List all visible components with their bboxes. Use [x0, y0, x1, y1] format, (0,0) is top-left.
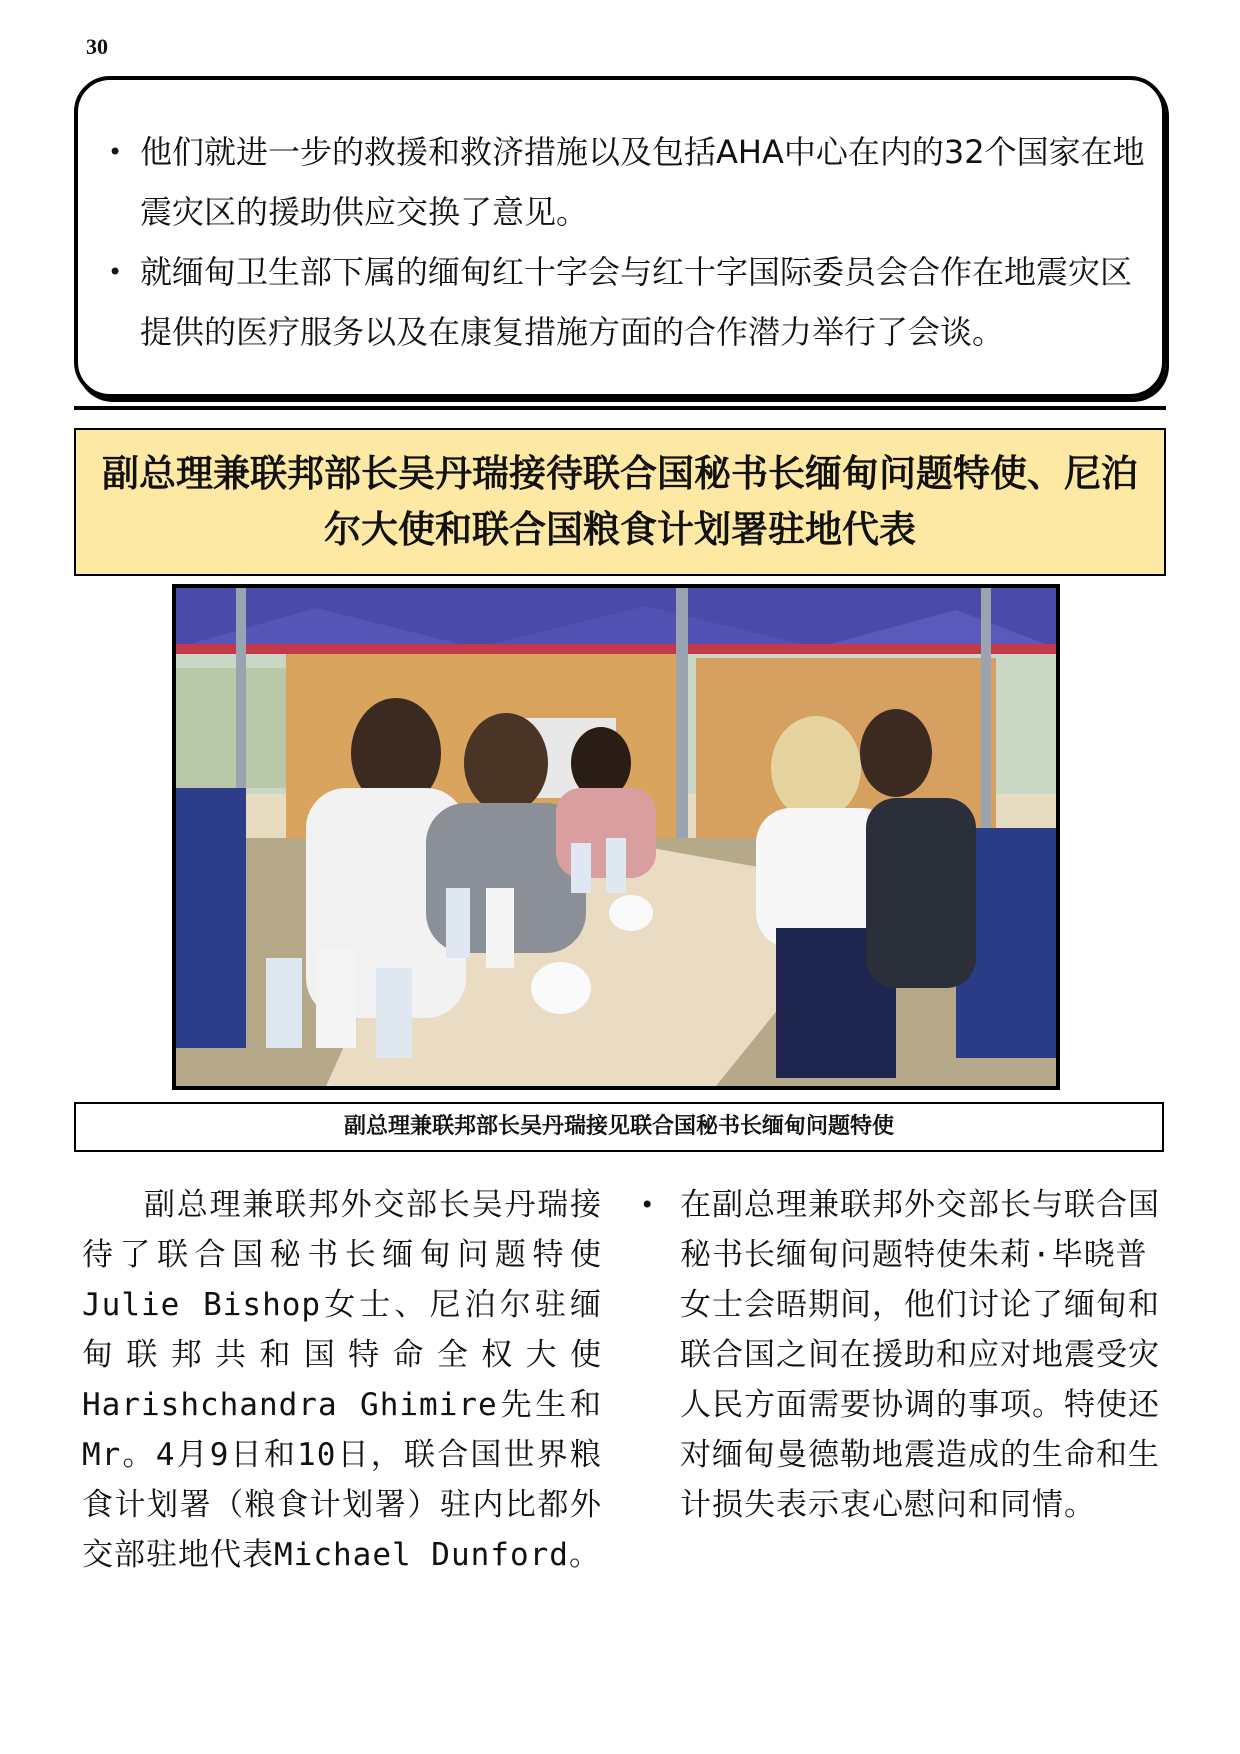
article-bullet-item [640, 1180, 1160, 1530]
article-paragraph: 副总理兼联邦外交部长吴丹瑞接待了联合国秘书长缅甸问题特使Julie Bishop女士、尼泊尔驻缅甸联邦共和国特命全权大使Harishchandra Ghimire先生和Mr。4月9日和10日，联合国世界粮食计划署（粮食计划署）驻内比都外交部驻地代表Michael Dunford。 [82, 1187, 602, 1573]
summary-bullet-text: 他们就进一步的救援和救济措施以及包括AHA中心在内的32个国家在地震灾区的援助供应交换了意见。 [140, 133, 1145, 231]
summary-bullet-text: 就缅甸卫生部下属的缅甸红十字会与红十字国际委员会合作在地震灾区提供的医疗服务以及在康复措施方面的合作潜力举行了会谈。 [140, 253, 1133, 351]
summary-bullet-list [100, 122, 1150, 362]
article-bullet-text: 在副总理兼联邦外交部长与联合国秘书长缅甸问题特使朱莉·毕晓普女士会晤期间，他们讨论了缅甸和联合国之间在援助和应对地震受灾人民方面需要协调的事项。特使还对缅甸曼德勒地震造成的生命和生计损失表示衷心慰问和同情。 [680, 1187, 1160, 1523]
summary-bullet-item [100, 242, 1150, 362]
meeting-photo-illustration [176, 588, 1056, 1086]
bullet-dot-icon: • [108, 258, 123, 286]
bullet-dot-icon: • [108, 138, 123, 166]
meeting-photo [172, 584, 1060, 1090]
article-right-column [640, 1180, 1160, 1530]
bullet-dot-icon: • [640, 1191, 656, 1219]
summary-bullet-box [74, 76, 1166, 398]
article-headline: 副总理兼联邦部长吴丹瑞接待联合国秘书长缅甸问题特使、尼泊尔大使和联合国粮食计划署驻地代表 [74, 428, 1166, 576]
article-left-column [82, 1180, 602, 1580]
page-number: 30 [86, 34, 108, 59]
summary-bullet-item [100, 122, 1150, 242]
photo-caption: 副总理兼联邦部长吴丹瑞接见联合国秘书长缅甸问题特使 [74, 1102, 1164, 1152]
article-bullet-list [640, 1180, 1160, 1530]
section-divider [74, 406, 1166, 410]
